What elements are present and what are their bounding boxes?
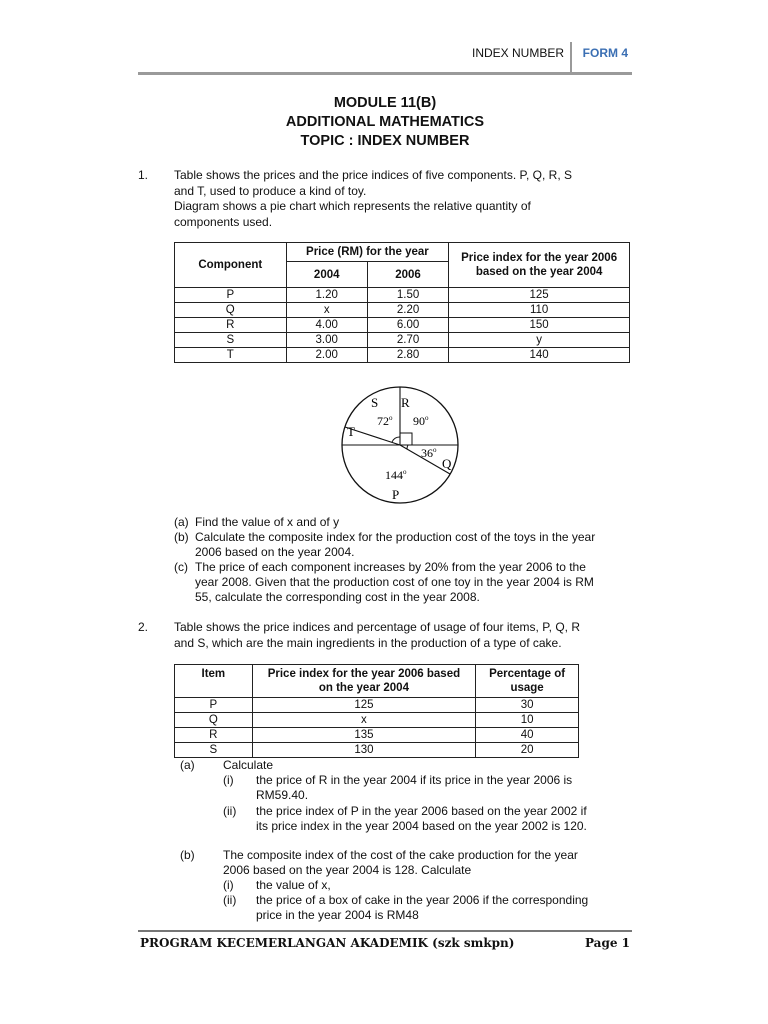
- module-title: [138, 94, 632, 151]
- cell: P: [175, 698, 253, 713]
- q2-table: [174, 664, 579, 758]
- cell: 30: [476, 698, 579, 713]
- part-label: (b): [174, 530, 189, 544]
- footer-rule: [138, 930, 632, 932]
- q2-part-b-ii: [256, 893, 588, 923]
- cell: Q: [175, 713, 253, 728]
- module-line2: ADDITIONAL MATHEMATICS: [285, 114, 485, 130]
- footer-page-number: Page 1: [584, 936, 630, 950]
- q2-part-a-ii: [256, 804, 587, 834]
- angle-arc-q: [407, 445, 408, 449]
- cell: 3.00: [286, 333, 367, 348]
- q1-intro: [174, 168, 572, 230]
- q2-part-b-label: (b): [180, 848, 195, 862]
- cell: 2.80: [367, 348, 448, 363]
- part-line: the price of R in the year 2004 if its price in the year 2006 is: [256, 773, 573, 787]
- pie-angle-r: 90$^o$: [413, 414, 429, 428]
- table-row: [175, 728, 579, 743]
- table-row: [175, 698, 579, 713]
- q2-part-b-text: [223, 848, 578, 878]
- part-line: RM59.40.: [256, 788, 309, 802]
- table-row: [175, 333, 630, 348]
- q1-number: 1.: [138, 168, 149, 182]
- part-label: (a): [174, 515, 189, 529]
- cell: 125: [252, 698, 476, 713]
- footer-program: PROGRAM KECEMERLANGAN AKADEMIK (szk smkpn): [140, 936, 515, 950]
- cell: S: [175, 743, 253, 758]
- pie-label-t: T: [347, 424, 355, 439]
- cell: 20: [476, 743, 579, 758]
- cell: x: [252, 713, 476, 728]
- page-header: [138, 40, 632, 74]
- cell: 135: [252, 728, 476, 743]
- part-line: price in the year 2004 is RM48: [256, 908, 419, 922]
- cell: 125: [449, 288, 630, 303]
- cell: 2.00: [286, 348, 367, 363]
- pie-label-q: Q: [442, 456, 452, 471]
- part-line: year 2008. Given that the production cost of one toy in the year 2004 is RM: [195, 575, 594, 589]
- cell: 1.50: [367, 288, 448, 303]
- pie-label-s: S: [371, 395, 379, 410]
- pie-label-r: R: [401, 395, 410, 410]
- cell: T: [175, 348, 287, 363]
- cell: 6.00: [367, 318, 448, 333]
- q1-table: [174, 242, 630, 363]
- pie-angle-p: 144$^o$: [385, 468, 407, 482]
- q1-th-2006: 2006: [367, 262, 448, 288]
- cell: 110: [449, 303, 630, 318]
- q2-part-b-i: the value of x,: [256, 878, 331, 892]
- q1-pie-diagram: [335, 380, 465, 510]
- q1-th-component: Component: [175, 243, 287, 288]
- cell: Q: [175, 303, 287, 318]
- cell: P: [175, 288, 287, 303]
- q1-th-index: Price index for the year 2006 based on the year 2004: [449, 243, 630, 288]
- cell: 10: [476, 713, 579, 728]
- angle-arc-s: [392, 437, 400, 442]
- q2-part-a-label: (a): [180, 758, 195, 772]
- table-row: [175, 713, 579, 728]
- q1-intro-line: Diagram shows a pie chart which represents the relative quantity of: [174, 199, 531, 213]
- table-row: [175, 348, 630, 363]
- header-separator: [570, 42, 572, 72]
- part-line: The price of each component increases by 20% from the year 2006 to the: [195, 560, 586, 574]
- cell: y: [449, 333, 630, 348]
- header-form: FORM 4: [582, 46, 628, 60]
- part-line: The composite index of the cost of the cake production for the year: [223, 848, 578, 862]
- part-line: Find the value of x and of y: [195, 515, 340, 529]
- cell: 130: [252, 743, 476, 758]
- module-line1: MODULE 11(B): [333, 95, 437, 111]
- cell: 40: [476, 728, 579, 743]
- cell: R: [175, 728, 253, 743]
- table-row: [175, 318, 630, 333]
- q2-intro-line: and S, which are the main ingredients in the production of a type of cake.: [174, 635, 562, 650]
- q2-th-index: Price index for the year 2006 based on the year 2004: [252, 665, 476, 698]
- table-row: [175, 288, 630, 303]
- header-title: INDEX NUMBER: [471, 46, 564, 60]
- cell: 1.20: [286, 288, 367, 303]
- part-line: the price index of P in the year 2006 based on the year 2002 if: [256, 804, 587, 818]
- q2-number: 2.: [138, 620, 149, 634]
- q2-part-b-i-label: (i): [223, 878, 234, 892]
- part-line: its price index in the year 2004 based on the year 2002 is 120.: [256, 819, 587, 833]
- cell: 140: [449, 348, 630, 363]
- q2-part-a-ii-label: (ii): [223, 804, 237, 818]
- part-line: 2006 based on the year 2004.: [195, 545, 355, 559]
- cell: S: [175, 333, 287, 348]
- pie-angle-q: 36$^o$: [421, 446, 437, 460]
- q1-th-2004: 2004: [286, 262, 367, 288]
- part-line: 2006 based on the year 2004 is 128. Calculate: [223, 863, 472, 877]
- q1-intro-line: and T, used to produce a kind of toy.: [174, 183, 367, 198]
- cell: 2.70: [367, 333, 448, 348]
- q1-th-price: Price (RM) for the year: [286, 243, 449, 262]
- part-line: 55, calculate the corresponding cost in the year 2008.: [195, 590, 480, 604]
- q2-intro: [174, 620, 580, 651]
- cell: R: [175, 318, 287, 333]
- part-line: the price of a box of cake in the year 2006 if the corresponding: [256, 893, 589, 907]
- module-line3: TOPIC : INDEX NUMBER: [300, 133, 470, 149]
- q1-intro-line: Table shows the prices and the price indices of five components. P, Q, R, S: [174, 168, 572, 182]
- right-angle-marker: [400, 433, 412, 445]
- header-rule: [138, 72, 632, 75]
- q2-intro-line: Table shows the price indices and percentage of usage of four items, P, Q, R: [174, 620, 581, 634]
- cell: 2.20: [367, 303, 448, 318]
- q2-part-a-i-label: (i): [223, 773, 234, 787]
- pie-angle-s: 72$^o$: [377, 414, 393, 428]
- table-row: [175, 303, 630, 318]
- q2-part-a-i: [256, 773, 572, 803]
- pie-label-p: P: [392, 487, 400, 502]
- cell: 150: [449, 318, 630, 333]
- q1-intro-line: components used.: [174, 214, 273, 229]
- q2-part-a-text: Calculate: [223, 758, 274, 772]
- q2-part-b-ii-label: (ii): [223, 893, 237, 907]
- table-row: [175, 743, 579, 758]
- q2-th-pct: Percentage of usage: [476, 665, 579, 698]
- part-label: (c): [174, 560, 188, 574]
- part-line: Calculate the composite index for the production cost of the toys in the year: [195, 530, 596, 544]
- cell: x: [286, 303, 367, 318]
- q2-th-item: Item: [175, 665, 253, 698]
- cell: 4.00: [286, 318, 367, 333]
